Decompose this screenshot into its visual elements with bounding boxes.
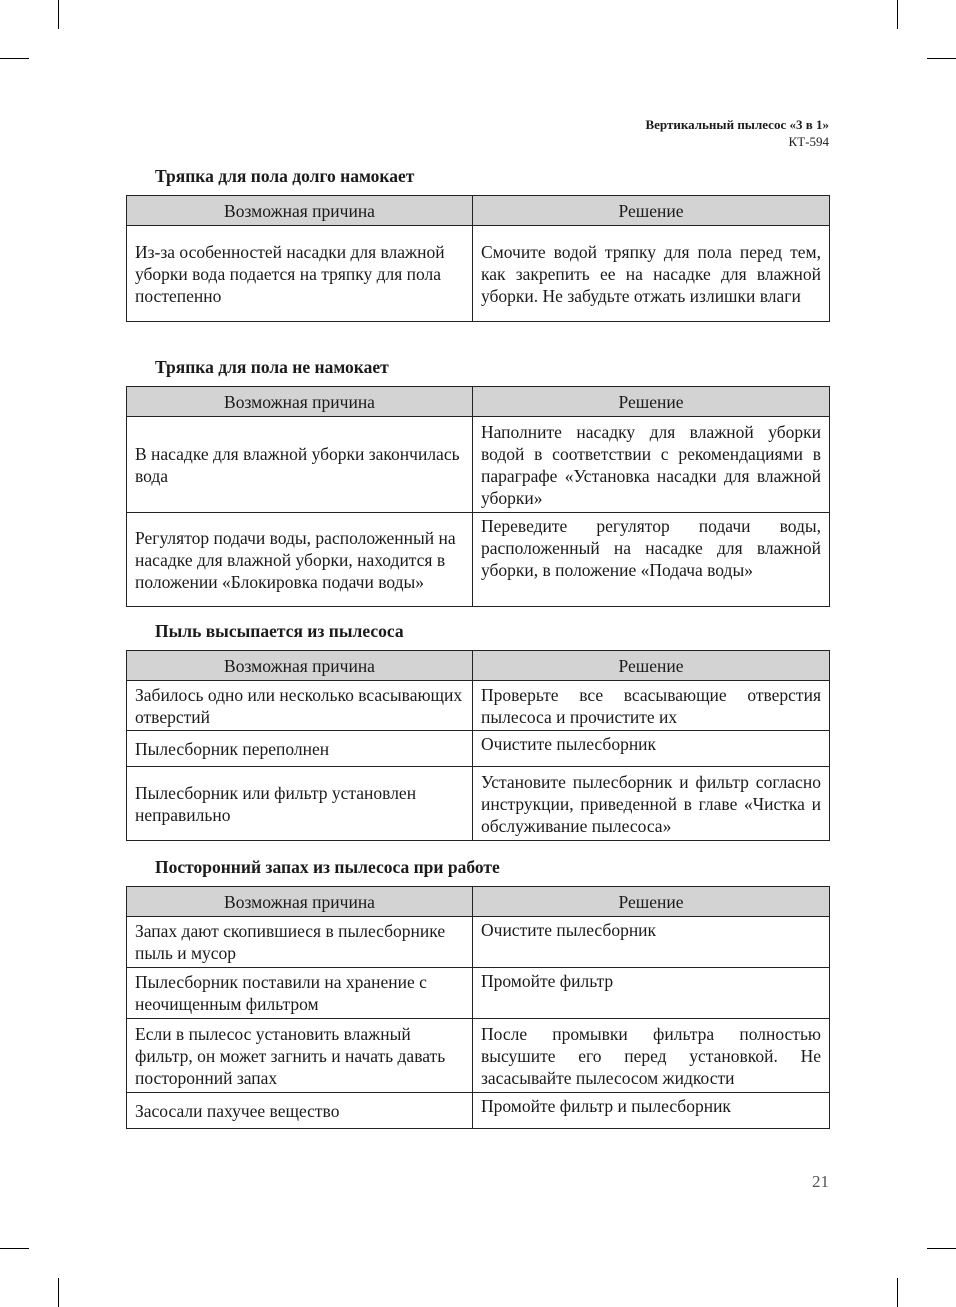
page-number: 21 bbox=[812, 1172, 829, 1191]
column-header-cause: Возможная причина bbox=[127, 887, 473, 917]
troubleshooting-section bbox=[126, 856, 830, 1129]
solution-cell: Промойте фильтр и пылесборник bbox=[473, 1093, 830, 1129]
section-title: Тряпка для пола долго намокает bbox=[155, 166, 415, 186]
troubleshooting-table bbox=[126, 386, 830, 607]
column-header-solution: Решение bbox=[473, 887, 830, 917]
cause-cell: Пылесборник поставили на хранение с неочищенным фильтром bbox=[127, 968, 473, 1019]
table-row bbox=[127, 513, 830, 607]
column-header-solution: Решение bbox=[473, 651, 830, 681]
crop-mark bbox=[927, 58, 956, 59]
solution-cell: Установите пылесборник и фильтр согласно инструкции, приведенной в главе «Чистка и обслуживание пылесоса» bbox=[473, 767, 830, 841]
column-header-cause: Возможная причина bbox=[127, 651, 473, 681]
troubleshooting-section bbox=[126, 620, 830, 841]
crop-mark bbox=[927, 1248, 956, 1249]
crop-mark bbox=[0, 1248, 29, 1249]
solution-cell: Очистите пылесборник bbox=[473, 731, 830, 767]
crop-mark bbox=[897, 1278, 898, 1307]
column-header-solution: Решение bbox=[473, 196, 830, 226]
column-header-solution: Решение bbox=[473, 387, 830, 417]
table-row bbox=[127, 917, 830, 968]
table-header-row bbox=[127, 196, 830, 226]
running-header bbox=[645, 116, 829, 150]
column-header-cause: Возможная причина bbox=[127, 196, 473, 226]
table-row bbox=[127, 731, 830, 767]
section-title: Пыль высыпается из пылесоса bbox=[155, 621, 404, 641]
cause-cell: Засосали пахучее вещество bbox=[127, 1093, 473, 1129]
product-model: КТ-594 bbox=[788, 134, 829, 149]
troubleshooting-section bbox=[126, 356, 830, 607]
solution-cell: После промывки фильтра полностью высушите его перед установкой. Не засасывайте пылесосом жидкости bbox=[473, 1019, 830, 1093]
table-row bbox=[127, 968, 830, 1019]
table-row bbox=[127, 1019, 830, 1093]
cause-cell: Забилось одно или несколько всасывающих отверстий bbox=[127, 681, 473, 731]
cause-cell: Из-за особенностей насадки для влажной уборки вода подается на тряпку для пола постепенно bbox=[127, 226, 473, 322]
troubleshooting-section bbox=[126, 165, 830, 322]
troubleshooting-table bbox=[126, 195, 830, 322]
table-row bbox=[127, 1093, 830, 1129]
solution-cell: Смочите водой тряпку для пола перед тем, как закрепить ее на насадке для влажной уборки. Не забудьте отжать излишки влаги bbox=[473, 226, 830, 322]
solution-cell: Переведите регулятор подачи воды, расположенный на насадке для влажной уборки, в положение «Подача воды» bbox=[473, 513, 830, 607]
troubleshooting-table bbox=[126, 886, 830, 1129]
product-title: Вертикальный пылесос «3 в 1» bbox=[645, 117, 829, 132]
table-row bbox=[127, 767, 830, 841]
table-row bbox=[127, 226, 830, 322]
section-title: Посторонний запах из пылесоса при работе bbox=[155, 857, 500, 877]
table-row bbox=[127, 417, 830, 513]
crop-mark bbox=[58, 1278, 59, 1307]
table-header-row bbox=[127, 887, 830, 917]
cause-cell: В насадке для влажной уборки закончилась вода bbox=[127, 417, 473, 513]
table-header-row bbox=[127, 387, 830, 417]
crop-mark bbox=[0, 58, 29, 59]
cause-cell: Пылесборник переполнен bbox=[127, 731, 473, 767]
section-title: Тряпка для пола не намокает bbox=[155, 357, 389, 377]
column-header-cause: Возможная причина bbox=[127, 387, 473, 417]
cause-cell: Пылесборник или фильтр установлен неправильно bbox=[127, 767, 473, 841]
crop-mark bbox=[897, 0, 898, 29]
crop-mark bbox=[58, 0, 59, 29]
solution-cell: Промойте фильтр bbox=[473, 968, 830, 1019]
solution-cell: Проверьте все всасывающие отверстия пылесоса и прочистите их bbox=[473, 681, 830, 731]
solution-cell: Наполните насадку для влажной уборки водой в соответствии с рекомендациями в параграфе «Установка насадки для влажной уборки» bbox=[473, 417, 830, 513]
table-header-row bbox=[127, 651, 830, 681]
table-row bbox=[127, 681, 830, 731]
cause-cell: Если в пылесос установить влажный фильтр, он может загнить и начать давать посторонний запах bbox=[127, 1019, 473, 1093]
solution-cell: Очистите пылесборник bbox=[473, 917, 830, 968]
troubleshooting-table bbox=[126, 650, 830, 841]
cause-cell: Регулятор подачи воды, расположенный на насадке для влажной уборки, находится в положении «Блокировка подачи воды» bbox=[127, 513, 473, 607]
cause-cell: Запах дают скопившиеся в пылесборнике пыль и мусор bbox=[127, 917, 473, 968]
